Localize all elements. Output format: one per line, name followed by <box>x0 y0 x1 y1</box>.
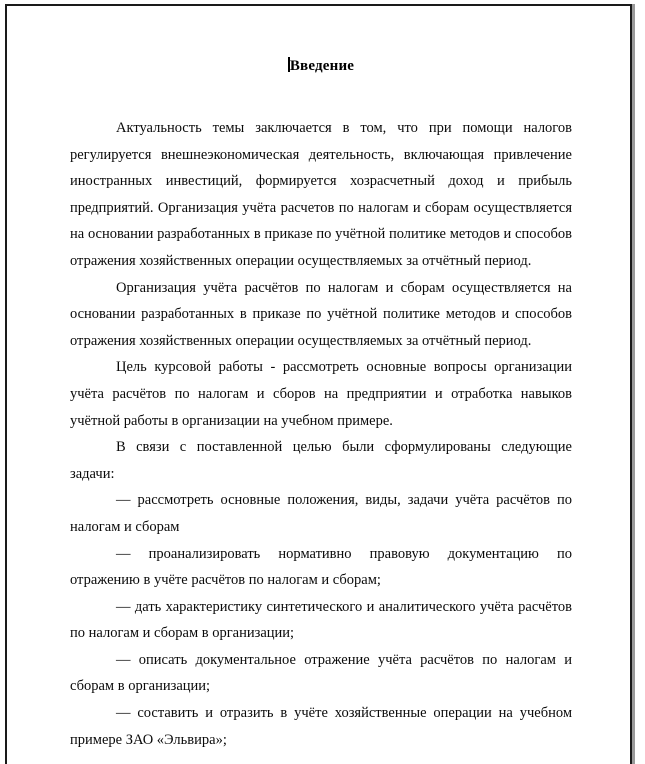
task-list-item-text: составить и отразить в учёте хозяйственные операции на учебном примере ЗАО «Эльвира»; <box>70 705 572 748</box>
body-paragraph: Цель курсовой работы - рассмотреть основные вопросы организации учёта расчётов по налогам и сборов на предприятии и отработка навыков учётной работы в организации на учебном примере. <box>70 359 572 429</box>
paragraph-container <box>70 115 572 753</box>
task-list-item <box>70 487 572 540</box>
task-list-item-text: проанализировать нормативно правовую документацию по отражению в учёте расчётов по налогам и сборам; <box>70 545 572 589</box>
body-paragraph: Организация учёта расчётов по налогам и сборам осуществляется на основании разработанных в приказе по учётной политике методов и способов отражения хозяйственных операции осуществляемых за отчётный период. <box>70 279 572 349</box>
em-dash-marker: — <box>116 598 131 615</box>
task-list-item <box>70 594 572 647</box>
em-dash-marker: — <box>116 492 131 509</box>
title-spacer <box>70 76 572 115</box>
body-paragraph: В связи с поставленной целью были сформулированы следующие задачи: <box>70 439 572 482</box>
page-title-text: Введение <box>289 58 355 74</box>
task-list-item-text: рассмотреть основные положения, виды, задачи учёта расчётов по налогам и сборам <box>70 492 572 535</box>
task-list-item <box>70 541 572 594</box>
em-dash-marker: — <box>116 545 131 562</box>
task-list-item-text: описать документальное отражение учёта расчётов по налогам и сборам в организации; <box>70 651 572 695</box>
em-dash-marker: — <box>116 651 131 668</box>
task-list-item <box>70 647 572 700</box>
task-list-item <box>70 700 572 753</box>
body-paragraph: Актуальность темы заключается в том, что при помощи налогов регулируется внешнеэкономическая деятельность, включающая привлечение иностранных инвестиций, формируется хозрасчетный доход и прибыль предприятий. Организация учёта расчетов по налогам и сборам осуществляется на основании разработанных в приказе по учётной политике методов и способов отражения хозяйственных операции осуществляемых за отчётный период. <box>70 120 572 269</box>
task-list-item-text: дать характеристику синтетического и аналитического учёта расчётов по налогам и сборам в организации; <box>70 598 572 642</box>
document-page <box>5 4 632 764</box>
page-title <box>70 56 572 76</box>
em-dash-marker: — <box>116 705 131 722</box>
document-body <box>70 56 572 753</box>
